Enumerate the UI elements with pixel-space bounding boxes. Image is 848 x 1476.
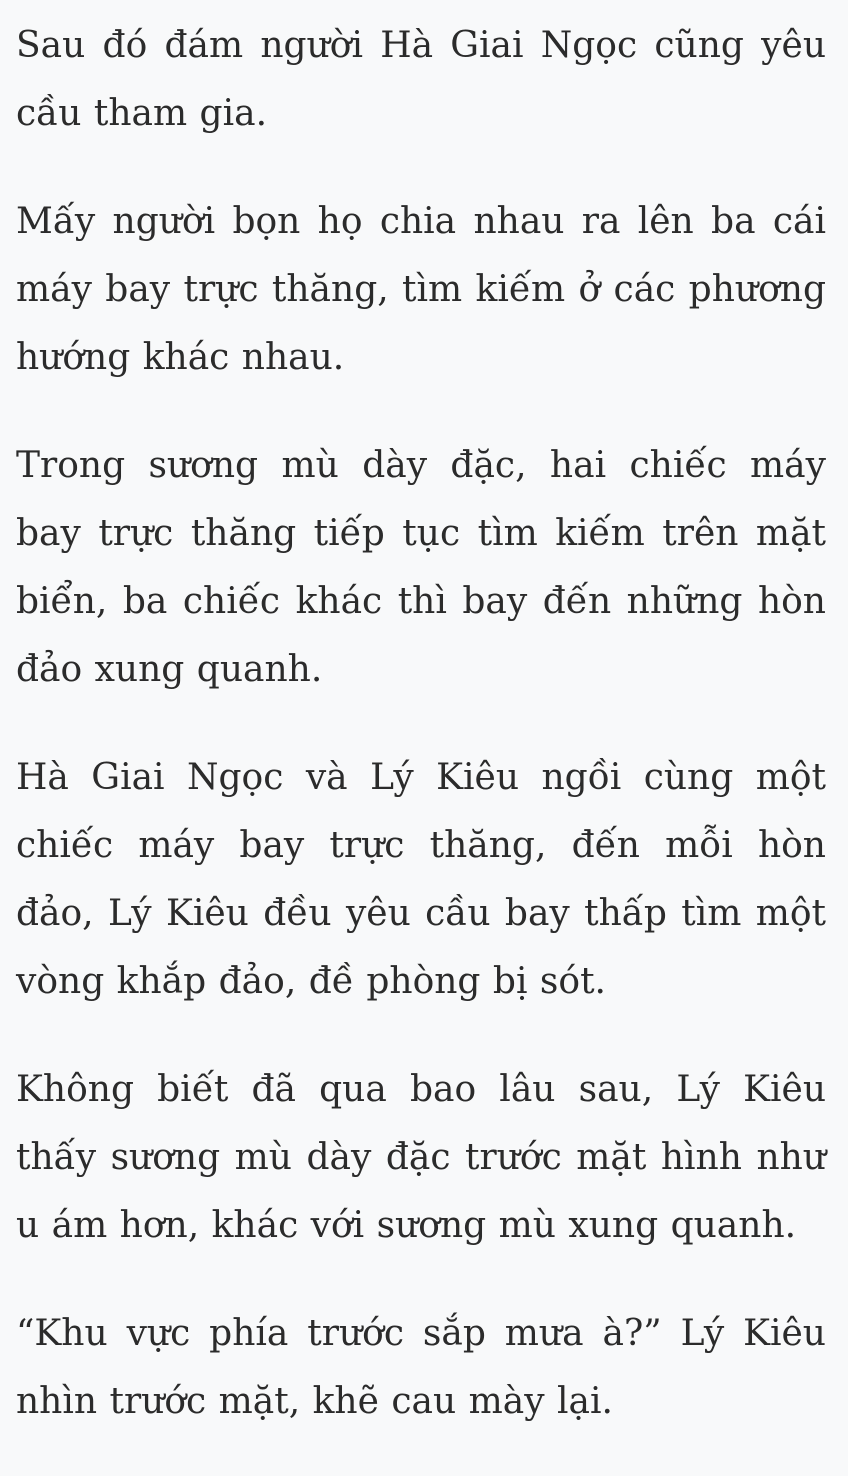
paragraph-5: Không biết đã qua bao lâu sau, Lý Kiêu thấy sương mù dày đặc trước mặt hình như u ám hơn, khác với sương mù xung quanh. <box>16 1069 826 1246</box>
reading-pane <box>16 12 826 1476</box>
paragraph-3: Trong sương mù dày đặc, hai chiếc máy bay trực thăng tiếp tục tìm kiếm trên mặt biển, ba chiếc khác thì bay đến những hòn đảo xung quanh. <box>16 445 826 690</box>
paragraph-6: “Khu vực phía trước sắp mưa à?” Lý Kiêu nhìn trước mặt, khẽ cau mày lại. <box>16 1313 826 1422</box>
paragraph-1: Sau đó đám người Hà Giai Ngọc cũng yêu cầu tham gia. <box>16 25 826 134</box>
paragraph-4: Hà Giai Ngọc và Lý Kiêu ngồi cùng một chiếc máy bay trực thăng, đến mỗi hòn đảo, Lý Kiêu đều yêu cầu bay thấp tìm một vòng khắp đảo, đề phòng bị sót. <box>16 757 826 1002</box>
paragraph-2: Mấy người bọn họ chia nhau ra lên ba cái máy bay trực thăng, tìm kiếm ở các phương hướng khác nhau. <box>16 201 826 378</box>
